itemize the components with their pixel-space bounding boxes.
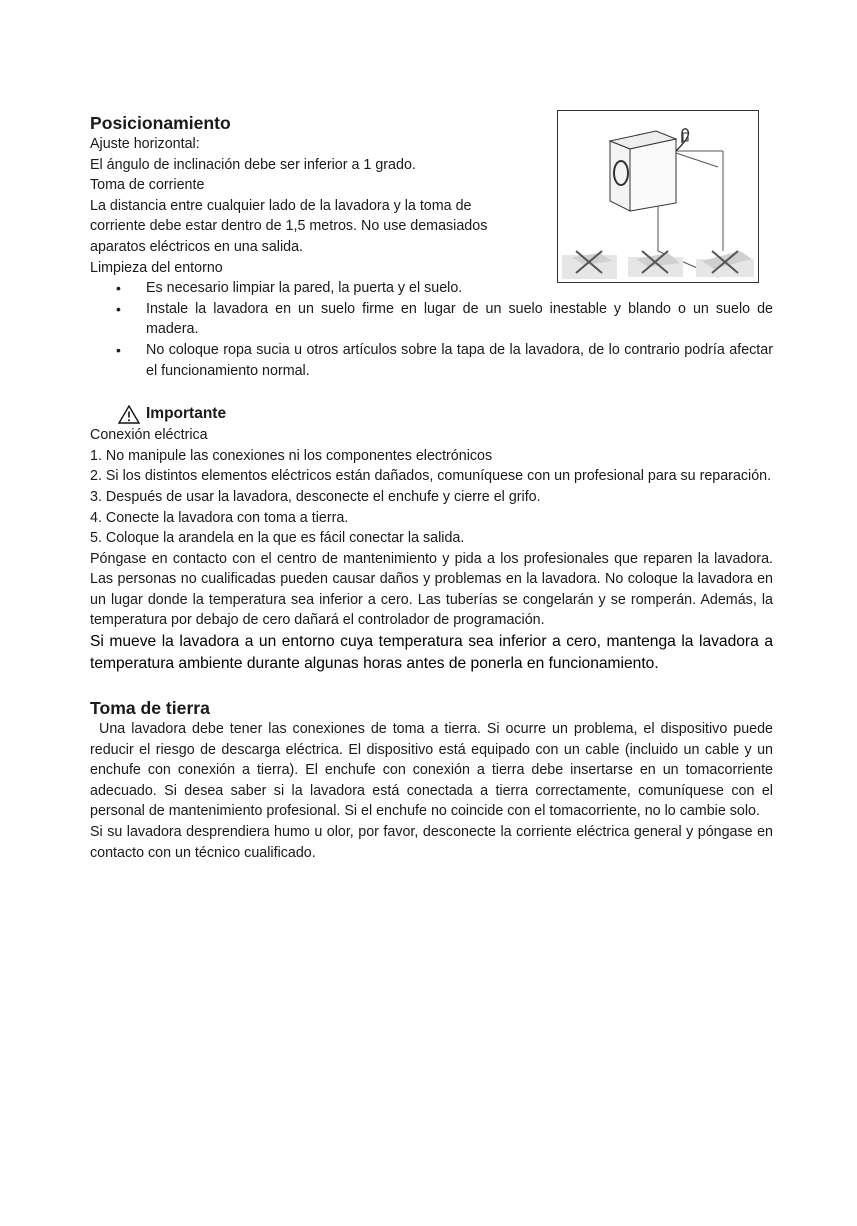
- section-heading-toma-de-tierra: Toma de tierra: [90, 698, 210, 719]
- numbered-item: 1. No manipule las conexiones ni los componentes electrónicos: [90, 447, 493, 464]
- text-line: Toma de corriente: [90, 177, 205, 194]
- text-line: La distancia entre cualquier lado de la lavadora y la toma de: [90, 197, 472, 214]
- list-item: • Es necesario limpiar la pared, la puerta y el suelo.: [90, 278, 773, 299]
- text-line: Limpieza del entorno: [90, 259, 223, 276]
- numbered-item: 3. Después de usar la lavadora, desconecte el enchufe y cierre el grifo.: [90, 488, 541, 505]
- section-heading-posicionamiento: Posicionamiento: [90, 113, 231, 133]
- numbered-item: 5. Coloque la arandela en la que es fácil conectar la salida.: [90, 530, 465, 547]
- important-title: Importante: [146, 404, 227, 422]
- text-line: aparatos eléctricos en una salida.: [90, 238, 303, 255]
- warning-paragraph: Si mueve la lavadora a un entorno cuya temperatura sea inferior a cero, mantenga la lavadora a temperatura ambiente durante algunas horas antes de ponerla en funcionamiento.: [90, 633, 773, 672]
- list-item: • Instale la lavadora en un suelo firme en lugar de un suelo inestable y blando o un suelo de madera.: [90, 299, 773, 340]
- bullet-list: [90, 278, 773, 381]
- text-line: Conexión eléctrica: [90, 427, 208, 444]
- paragraph: Si su lavadora desprendiera humo u olor, por favor, desconecte la corriente eléctrica general y póngase en contacto con un técnico cualificado.: [90, 824, 773, 861]
- important-heading: [90, 403, 773, 425]
- text-line: Ajuste horizontal:: [90, 136, 200, 152]
- text-line: corriente debe estar dentro de 1,5 metros. No use demasiados: [90, 218, 488, 235]
- list-item: • No coloque ropa sucia u otros artículos sobre la tapa de la lavadora, de lo contrario podría afectar el funcionamiento normal.: [90, 340, 773, 381]
- paragraph: Una lavadora debe tener las conexiones de toma a tierra. Si ocurre un problema, el dispositivo puede reducir el riesgo de descarga eléctrica. El dispositivo está equipado con un cable (incluido un cable y un enchufe con conexión a tierra). El enchufe con conexión a tierra debe insertarse en un tomacorriente adecuado. Si desea saber si la lavadora está conectada a tierra correctamente, comuníquese con el personal de mantenimiento profesional. Si el enchufe no coincide con el tomacorriente, no lo cambie solo.: [90, 721, 773, 820]
- numbered-item: 4. Conecte la lavadora con toma a tierra.: [90, 509, 349, 526]
- paragraph: Póngase en contacto con el centro de mantenimiento y pida a los profesionales que reparen la lavadora. Las personas no cualificadas pueden causar daños y problemas en la lavadora. No coloque la lavadora en un lugar donde la temperatura sea inferior a cero. Las tuberías se congelarán y se romperán. Además, la temperatura por debajo de cero dañará el controlador de programación.: [90, 550, 773, 629]
- warning-triangle-icon: [118, 405, 140, 424]
- text-line: El ángulo de inclinación debe ser inferior a 1 grado.: [90, 156, 416, 173]
- numbered-item: 2. Si los distintos elementos eléctricos están dañados, comuníquese con un profesional para su reparación.: [90, 468, 772, 485]
- document-page: [90, 112, 773, 863]
